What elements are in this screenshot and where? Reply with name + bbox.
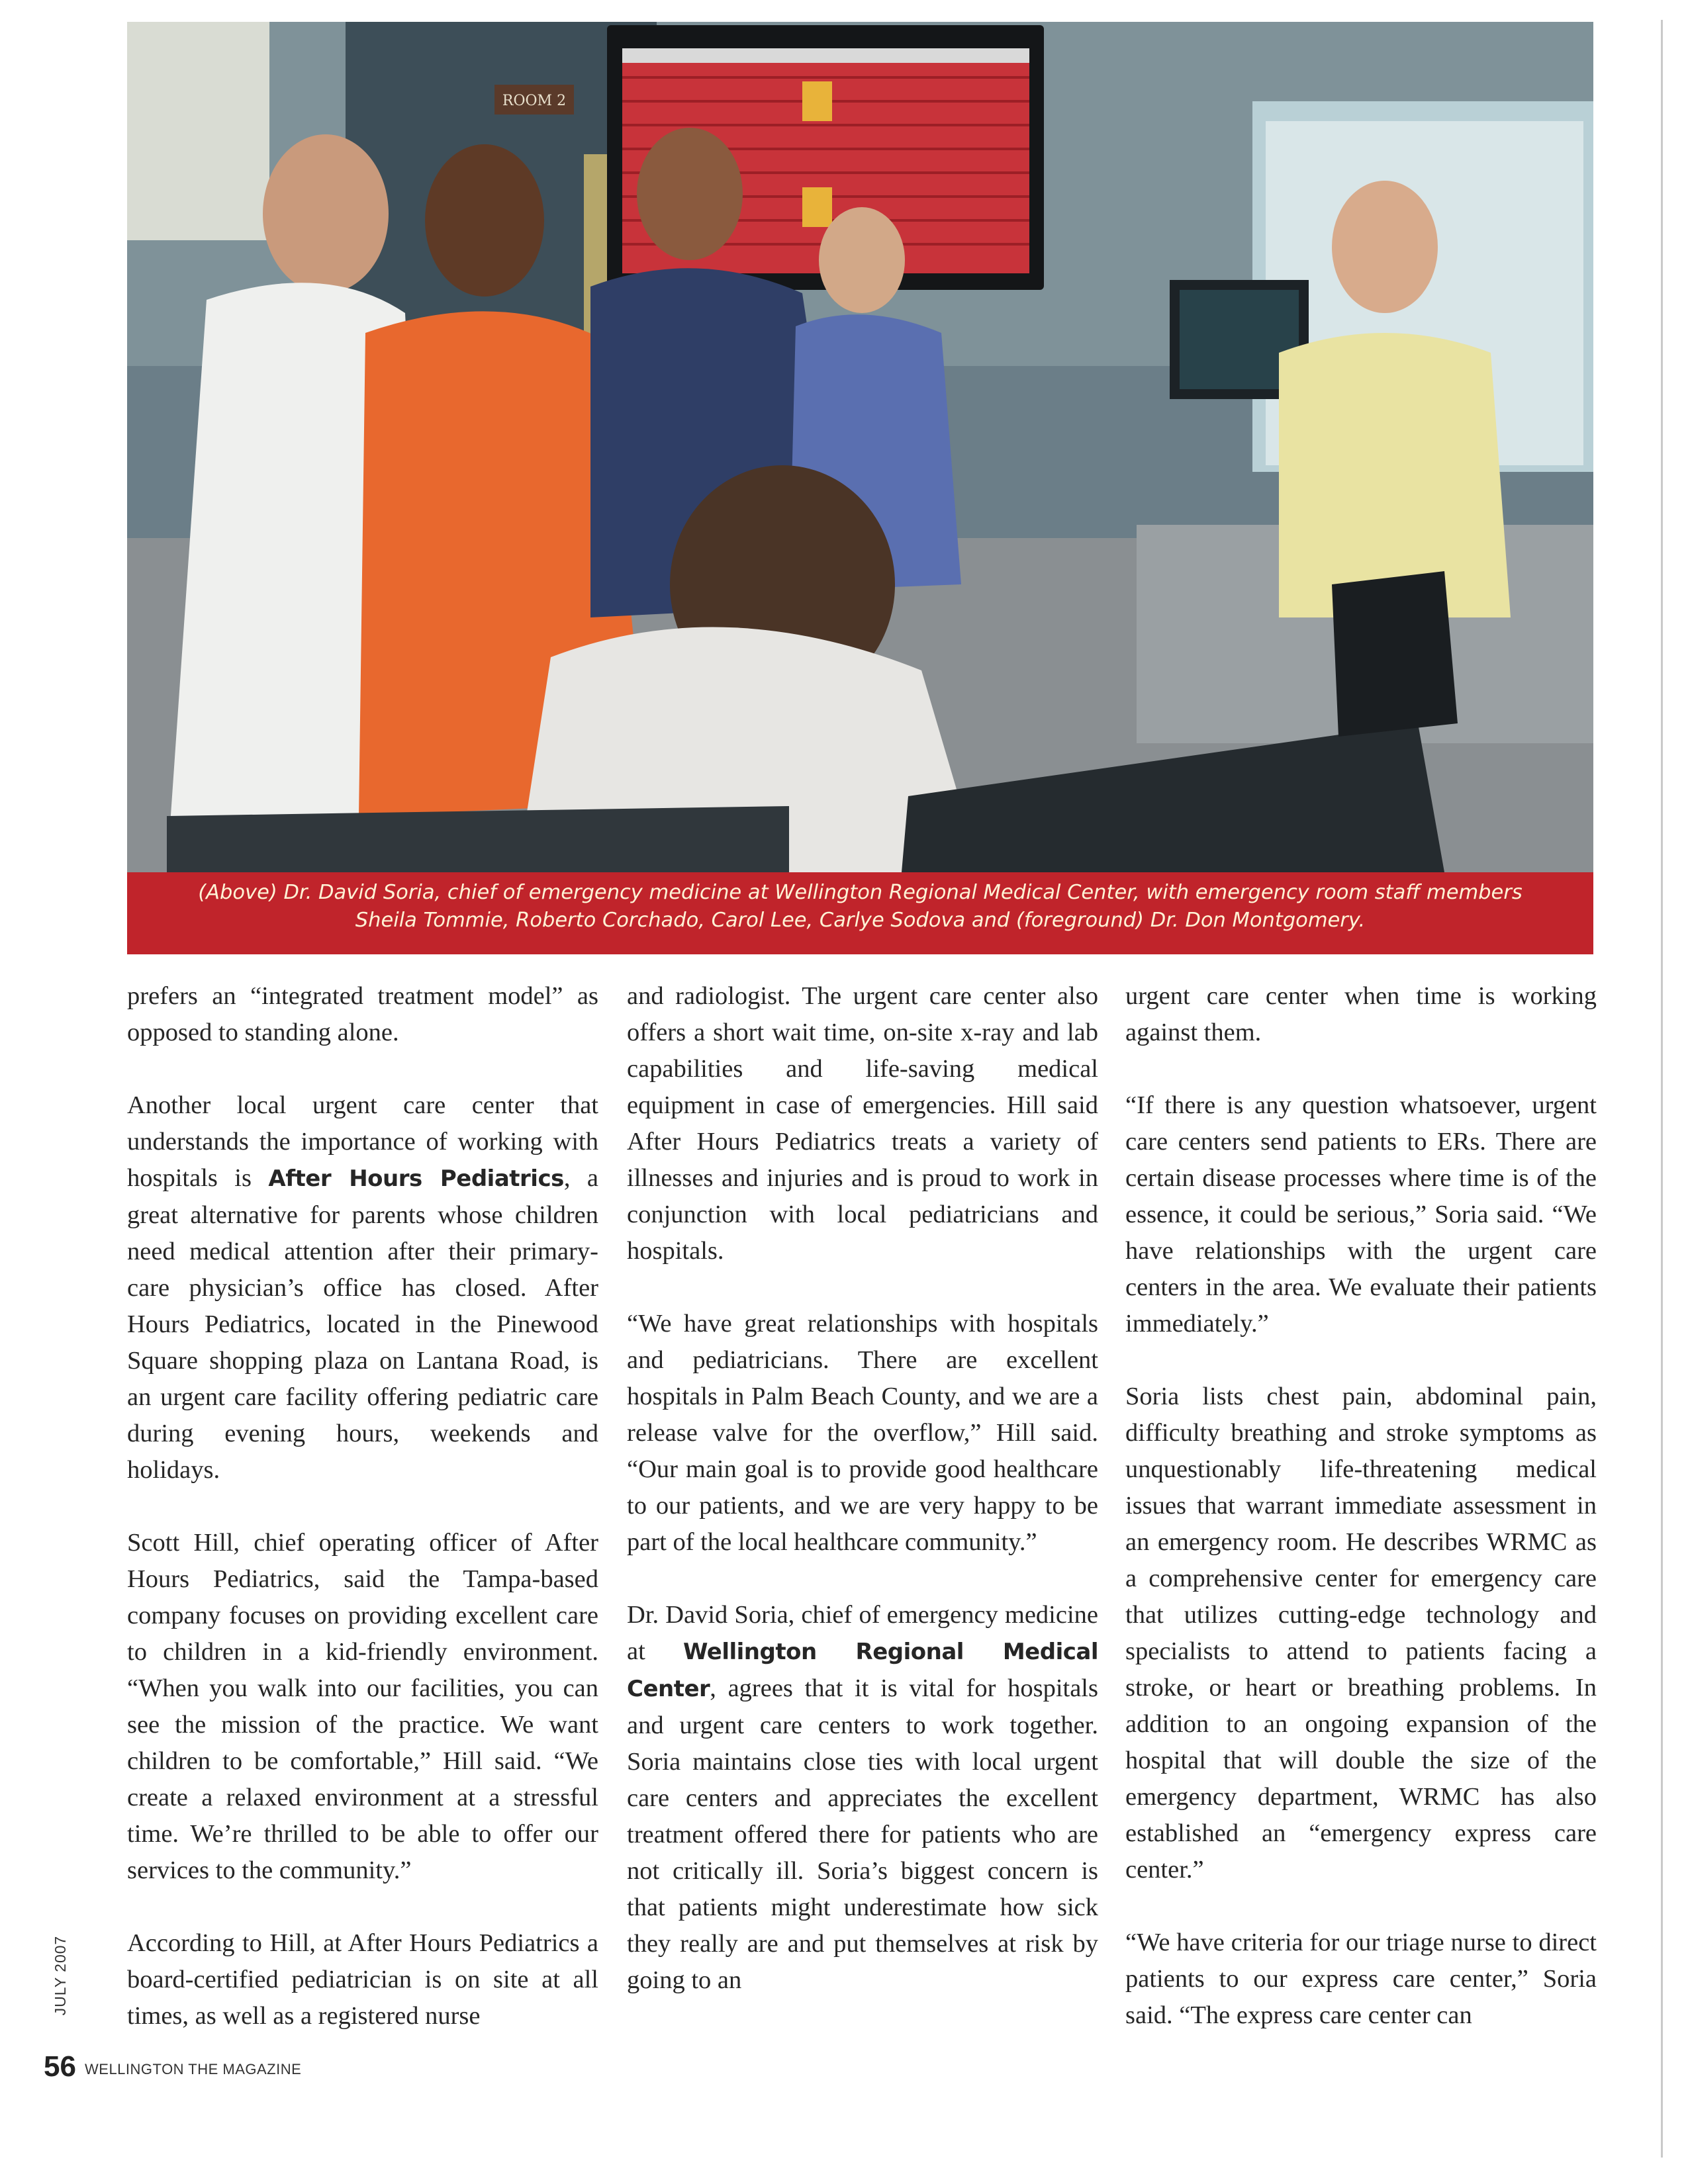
text-run: Dr. David Soria, chief of emergency medicine at (627, 1601, 1098, 1665)
issue-date: JULY 2007 (52, 1935, 69, 2016)
paragraph: “We have great relationships with hospitals and pediatricians. There are excellent hospitals in Palm Beach County, and we are a release valve for the overflow,” Hill said. “Our main goal is to provide good healthcare to our patients, and we are very happy to be part of the local healthcare community.” (627, 1310, 1098, 1556)
bold-business-name: After Hours Pediatrics (268, 1165, 564, 1192)
paragraph: “If there is any question whatsoever, urgent care centers send patients to ERs. There are certain disease processes where time is of the essence, it could be serious,” Soria said. “We have relationships with the urgent care centers in the area. We evaluate their patients immediately.” (1125, 1091, 1597, 1338)
er-staff-photo (127, 22, 1593, 872)
text-column-1 (127, 978, 598, 2034)
paragraph: urgent care center when time is working against them. (1125, 982, 1597, 1046)
bold-business-name: Wellington Regional Medical Center (627, 1639, 1098, 1702)
paragraph: and radiologist. The urgent care center also offers a short wait time, on-site x-ray and lab capabilities and life-saving medical equipment in case of emergencies. Hill said After Hours Pediatrics treats a variety of illnesses and injuries and is proud to work in conjunction with local pediatricians and hospitals. (627, 982, 1098, 1265)
text-run: , agrees that it is vital for hospitals and urgent care centers to work together. Soria maintains close ties with local urgent care centers and appreciates the excellent treatment offered there for patients who are not critically ill. Soria’s biggest concern is that patients might underestimate how sick they really are and put themselves at risk by going to an (627, 1674, 1098, 1994)
magazine-name: WELLINGTON THE MAGAZINE (85, 2061, 302, 2077)
text-run: Another local urgent care center that understands the importance of working with hospitals is (127, 1091, 598, 1192)
photo-caption (127, 872, 1593, 954)
paragraph: Scott Hill, chief operating officer of After Hours Pediatrics, said the Tampa-based company focuses on providing excellent care to children in a kid-friendly environment. “When you walk into our facilities, you can see the mission of the practice. We want children to be comfortable,” Hill said. “We create a relaxed environment at a stressful time. We’re thrilled to be able to offer our services to the community.” (127, 1529, 598, 1884)
paragraph: prefers an “integrated treatment model” as opposed to standing alone. (127, 982, 598, 1046)
page-edge-line (1661, 20, 1663, 2158)
room-sign-text: ROOM 2 (502, 93, 567, 109)
page-number: 56 (44, 2050, 76, 2083)
paragraph: “We have criteria for our triage nurse to direct patients to our express care center,” Soria said. “The express care center can (1125, 1929, 1597, 2029)
caption-line-2: Sheila Tommie, Roberto Corchado, Carol Lee, Carlye Sodova and (foreground) Dr. Don Montgomery. (355, 909, 1366, 932)
text-column-2 (627, 978, 1098, 1999)
text-run: , a great alternative for parents whose children need medical attention after their primary-care physician’s office has closed. After Hours Pediatrics, located in the Pinewood Square shopping plaza on Lantana Road, is an urgent care facility offering pediatric care during evening hours, weekends and holidays. (127, 1164, 598, 1484)
paragraph: According to Hill, at After Hours Pediatrics a board-certified pediatrician is on site at all times, as well as a registered nurse (127, 1929, 598, 2030)
text-column-3 (1125, 978, 1597, 2034)
paragraph: Soria lists chest pain, abdominal pain, difficulty breathing and stroke symptoms as unquestionably life-threatening medical issues that warrant immediate assessment in an emergency room. He describes WRMC as a comprehensive center for emergency care that utilizes cutting-edge technology and specialists to attend to patients facing a stroke, or heart or breathing problems. In addition to an ongoing expansion of the hospital that will double the size of the emergency department, WRMC has also established an “emergency express care center.” (1125, 1383, 1597, 1884)
paragraph (127, 1087, 598, 1488)
paragraph (627, 1597, 1098, 1999)
caption-line-1: (Above) Dr. David Soria, chief of emergency medicine at Wellington Regional Medical Center, with emergency room staff members (198, 881, 1523, 904)
